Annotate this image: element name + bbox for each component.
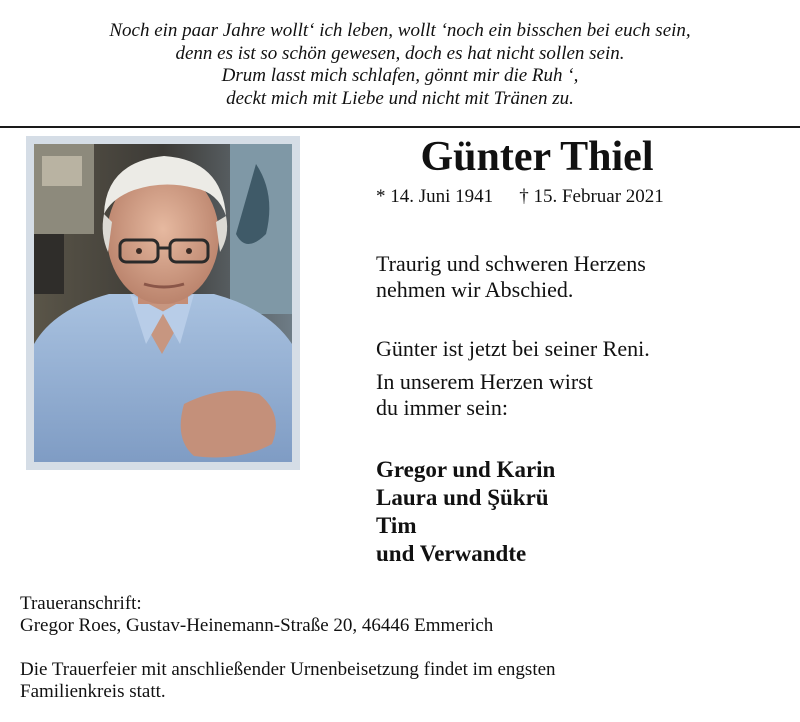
reunion-text: Günter ist jetzt bei seiner Reni. [376,336,650,361]
portrait-photo [26,136,300,470]
text-line: nehmen wir Abschied. [376,277,574,302]
portrait-illustration [34,144,292,462]
birth-date: * 14. Juni 1941 [376,186,494,207]
poem [0,20,800,110]
ceremony-line: Die Trauerfeier mit anschließender Urnenbeisetzung findet im engsten [20,659,556,680]
life-dates [376,186,664,208]
address: Gregor Roes, Gustav-Heinemann-Straße 20, 46446 Emmerich [20,615,494,636]
text-line: du immer sein: [376,395,508,420]
farewell-text [376,251,646,303]
family-names [376,456,555,568]
poem-line: Noch ein paar Jahre wollt‘ ich leben, wollt ‘noch ein bisschen bei euch sein, [109,20,691,41]
poem-line: Drum lasst mich schlafen, gönnt mir die Ruh ‘, [221,65,579,86]
poem-line: denn es ist so schön gewesen, doch es hat nicht sollen sein. [175,42,625,64]
family-line: Laura und Şükrü [376,485,549,510]
text-line: Traurig und schweren Herzens [376,251,646,276]
family-line: Gregor und Karin [376,457,556,482]
ceremony-info [20,659,556,703]
family-line: Tim [376,513,417,538]
address-label: Traueranschrift: [20,593,142,614]
remembrance-text [376,369,593,421]
poem-line: deckt mich mit Liebe und nicht mit Tränen zu. [226,87,574,109]
ceremony-line: Familienkreis statt. [20,681,166,702]
death-date: † 15. Februar 2021 [519,186,664,207]
text-line: In unserem Herzen wirst [376,369,593,394]
family-line: und Verwandte [376,541,527,566]
divider [0,126,800,128]
deceased-name: Günter Thiel [420,134,654,180]
mourning-address [20,593,493,637]
